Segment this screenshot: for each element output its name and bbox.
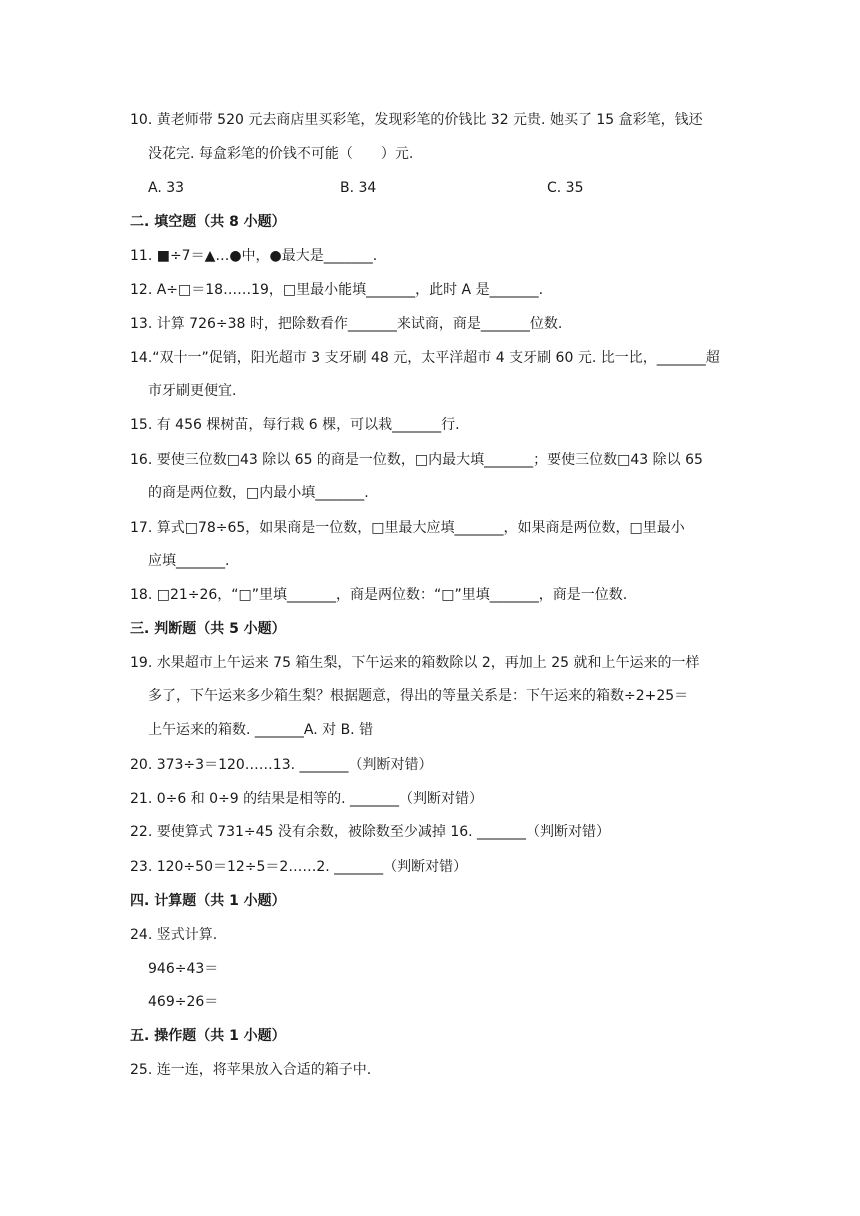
question-19-line-3: 上午运来的箱数. _______A. 对 B. 错: [148, 722, 374, 738]
question-22: 22. 要使算式 731÷45 没有余数，被除数至少减掉 16. _______（判断对错）: [130, 824, 611, 840]
question-25: 25. 连一连，将苹果放入合适的箱子中.: [130, 1062, 372, 1078]
question-10-option-c: C. 35: [547, 180, 584, 196]
question-10-option-a: A. 33: [148, 180, 185, 196]
question-14-line-2: 市牙刷更便宜.: [148, 383, 237, 399]
question-14-line-1: 14.“双十一”促销，阳光超市 3 支牙刷 48 元，太平洋超市 4 支牙刷 60 元. 比一比，_______超: [130, 350, 720, 366]
question-17-line-2: 应填_______.: [148, 553, 230, 569]
question-16-line-1: 16. 要使三位数□43 除以 65 的商是一位数，□内最大填_______；要使三位数□43 除以 65: [130, 452, 703, 468]
question-19-line-1: 19. 水果超市上午运来 75 箱生梨，下午运来的箱数除以 2，再加上 25 就和上午运来的一样: [130, 655, 700, 671]
question-10-line-1: 10. 黄老师带 520 元去商店里买彩笔，发现彩笔的价钱比 32 元贵. 她买了 15 盒彩笔，钱还: [130, 112, 703, 128]
question-24-item-1: 946÷43＝: [148, 961, 219, 977]
question-12: 12. A÷□＝18……19，□里最小能填_______，此时 A 是_______.: [130, 282, 544, 298]
question-23: 23. 120÷50＝12÷5＝2……2. _______（判断对错）: [130, 859, 468, 875]
question-10-line-2: 没花完. 每盒彩笔的价钱不可能（ ）元.: [148, 146, 414, 162]
section-fill-in-heading: 二. 填空题（共 8 小题）: [130, 214, 286, 230]
question-19-line-2: 多了，下午运来多少箱生梨？根据题意，得出的等量关系是：下午运来的箱数÷2+25＝: [148, 688, 689, 704]
section-calculation-heading: 四. 计算题（共 1 小题）: [130, 893, 286, 909]
question-24-title: 24. 竖式计算.: [130, 927, 218, 943]
question-10-option-b: B. 34: [340, 180, 377, 196]
question-16-line-2: 的商是两位数，□内最小填_______.: [148, 485, 369, 501]
question-17-line-1: 17. 算式□78÷65，如果商是一位数，□里最大应填_______，如果商是两位数，□里最小: [130, 520, 685, 536]
question-24-item-2: 469÷26＝: [148, 994, 219, 1010]
question-18: 18. □21÷26，“□”里填_______，商是两位数：“□”里填_______，商是一位数.: [130, 587, 628, 603]
section-operation-heading: 五. 操作题（共 1 小题）: [130, 1028, 286, 1044]
question-20: 20. 373÷3＝120……13. _______（判断对错）: [130, 757, 433, 773]
question-11: 11. ■÷7＝▲…●中，●最大是_______.: [130, 248, 378, 264]
section-true-false-heading: 三. 判断题（共 5 小题）: [130, 621, 286, 637]
question-13: 13. 计算 726÷38 时，把除数看作_______来试商，商是_______位数.: [130, 316, 563, 332]
question-21: 21. 0÷6 和 0÷9 的结果是相等的. _______（判断对错）: [130, 791, 484, 807]
question-15: 15. 有 456 棵树苗，每行栽 6 棵，可以栽_______行.: [130, 417, 460, 433]
